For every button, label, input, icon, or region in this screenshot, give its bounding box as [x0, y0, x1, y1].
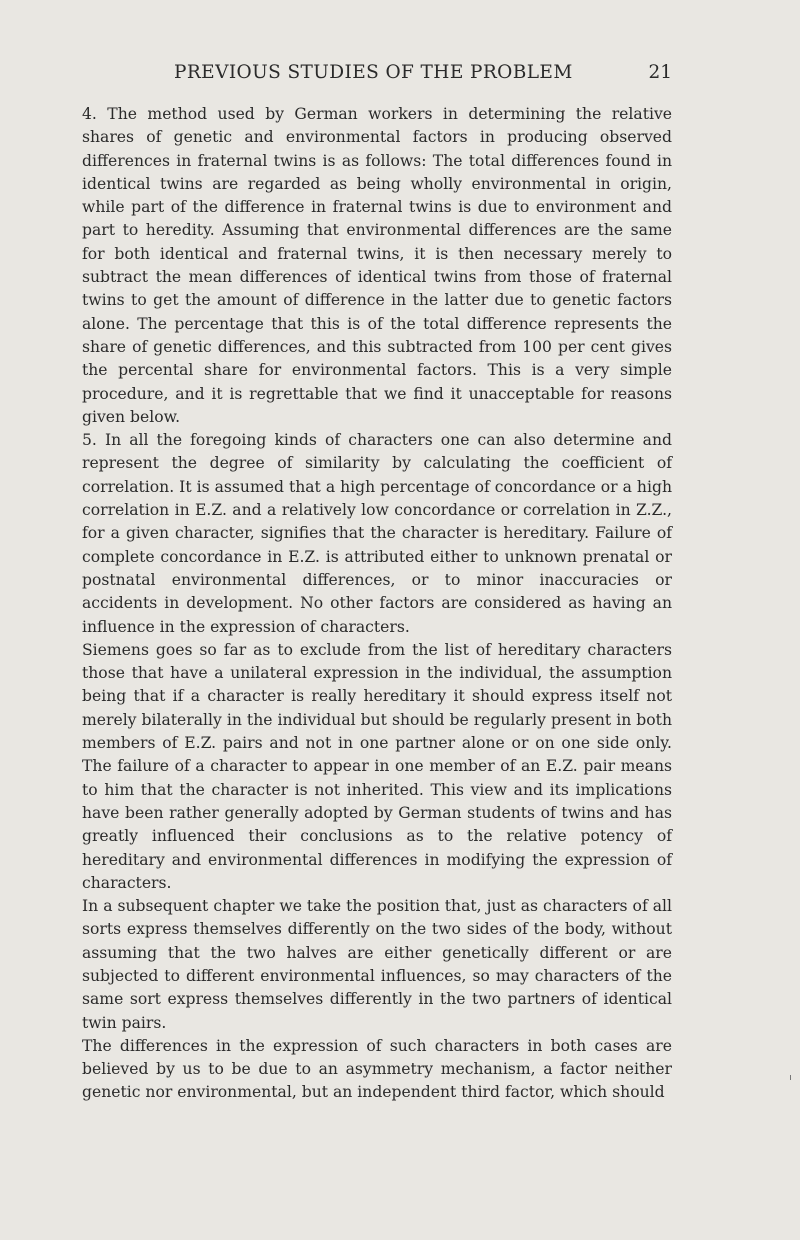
running-title: PREVIOUS STUDIES OF THE PROBLEM [174, 62, 573, 83]
paragraph-asymmetry: The differences in the expression of such characters in both cases are believed by us to be due to an asymmetry mechanism, a factor neither genetic nor environmental, but an independent third factor, which should [82, 1036, 672, 1102]
paragraph-4-method: 4. The method used by German workers in determining the relative shares of genetic and environmental factors in producing observed differences in fraternal twins is as follows: The total differences found in identical twins are regarded as being wholly environmental in origin, while part of the difference in fraternal twins is due to environment and part to heredity. Assuming that environmental differences are the same for both identical and fraternal twins, it is then necessary merely to subtract the mean differences of identical twins from those of fraternal twins to get the amount of difference in the latter due to genetic factors alone. The percentage that this is of the total difference represents the share of genetic differences, and this subtracted from 100 per cent gives the percental share for environmental factors. This is a very simple procedure, and it is regrettable that we find it unacceptable for reasons given below. [82, 105, 672, 426]
running-head [82, 62, 672, 92]
page-speck [790, 1075, 791, 1080]
paragraph-subsequent-chapter: In a subsequent chapter we take the position that, just as characters of all sorts express themselves differently on the two sides of the body, without assuming that the two halves are either genetically different or are subjected to different environmental influences, so may characters of the same sort express themselves differently in the two partners of identical twin pairs. [82, 897, 672, 1032]
page-number: 21 [648, 62, 672, 83]
paragraph-5-correlation: 5. In all the foregoing kinds of characters one can also determine and represent the degree of similarity by calculating the coefficient of correlation. It is assumed that a high percentage of concordance or a high correlation in E.Z. and a relatively low concordance or correlation in Z.Z., for a given character, signifies that the character is hereditary. Failure of complete concordance in E.Z. is attributed either to unknown prenatal or postnatal environmental differences, or to minor inaccuracies or accidents in development. No other factors are considered as having an influence in the expression of characters. [82, 431, 672, 636]
body-text [82, 103, 672, 1105]
paragraph-siemens: Siemens goes so far as to exclude from the list of hereditary characters those that have a unilateral expression in the individual, the assumption being that if a character is really hereditary it should express itself not merely bilaterally in the individual but should be regularly present in both members of E.Z. pairs and not in one partner alone or on one side only. The failure of a character to appear in one member of an E.Z. pair means to him that the character is not inherited. This view and its implications have been rather generally adopted by German students of twins and has greatly influenced their conclusions as to the relative potency of hereditary and environmental differences in modifying the expression of characters. [82, 640, 672, 892]
